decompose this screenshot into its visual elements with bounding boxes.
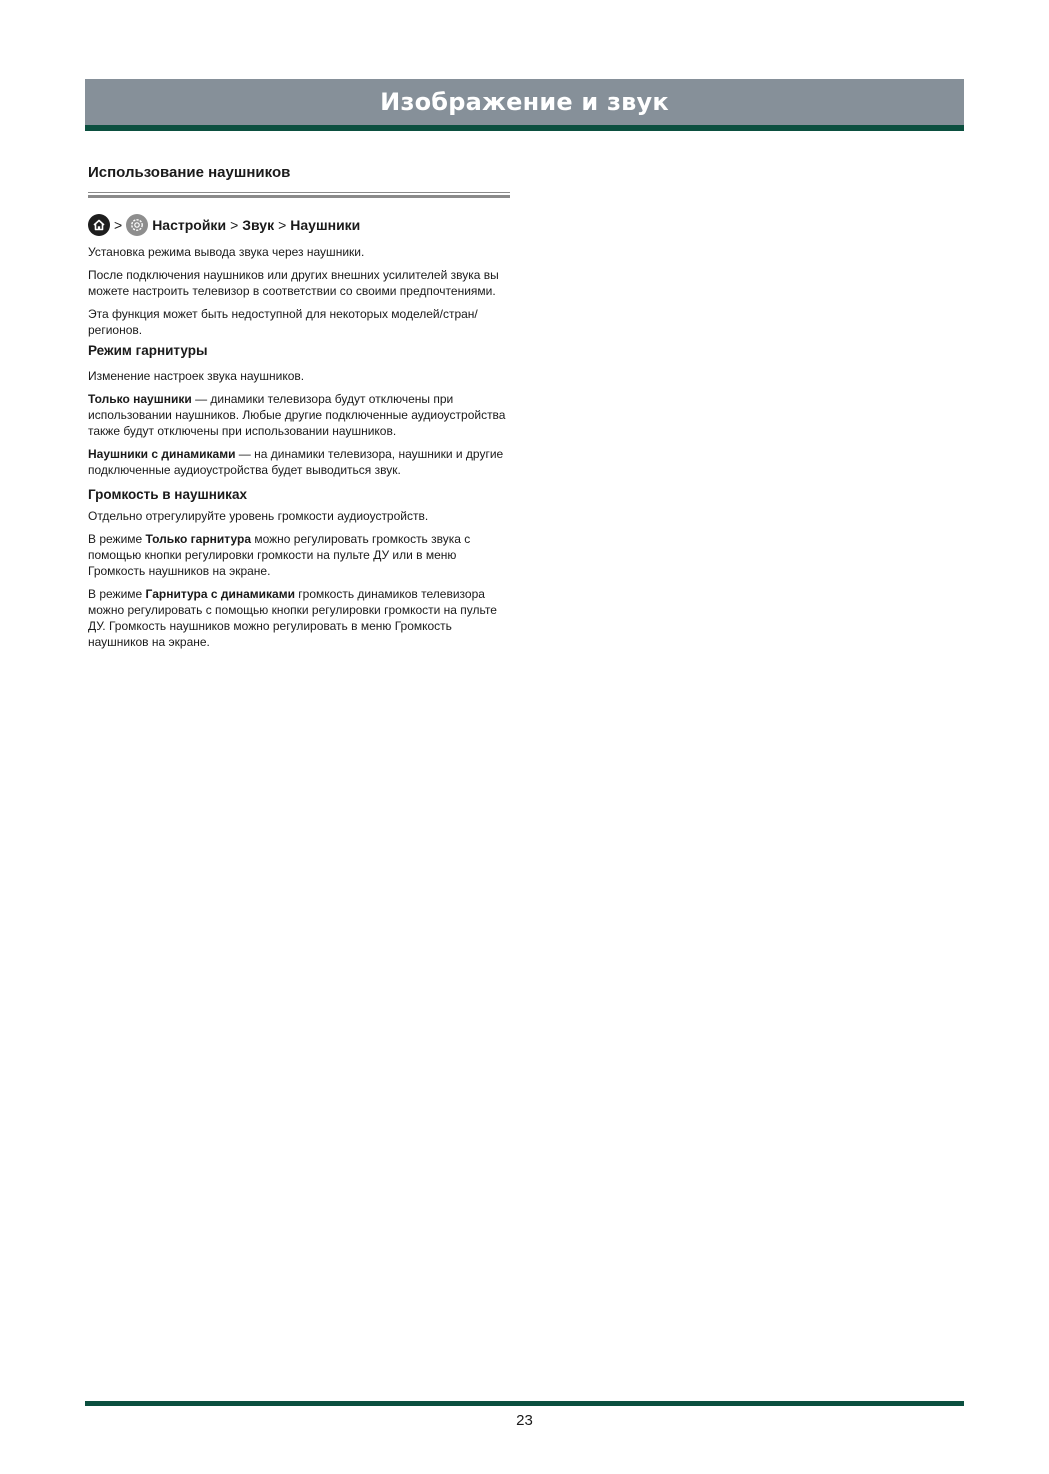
chapter-title: Изображение и звук bbox=[380, 88, 669, 116]
headphone-volume-title: Громкость в наушниках bbox=[88, 487, 247, 502]
footer-rule bbox=[85, 1401, 964, 1406]
breadcrumb bbox=[88, 214, 513, 236]
text-prefix: В режиме bbox=[88, 532, 146, 546]
headset-mode-paragraph-2 bbox=[88, 391, 513, 439]
breadcrumb-item-headphones: Наушники bbox=[290, 217, 361, 233]
gear-icon bbox=[126, 214, 148, 236]
breadcrumb-separator: > bbox=[230, 217, 239, 233]
headphone-volume-paragraph-1: Отдельно отрегулируйте уровень громкости аудиоустройств. bbox=[88, 509, 429, 523]
headset-mode-paragraph-3 bbox=[88, 446, 513, 478]
breadcrumb-separator: > bbox=[114, 217, 123, 233]
mode-headset-with-speakers: Гарнитура с динамиками bbox=[145, 587, 295, 601]
option-headphones-with-speakers-desc: — на динамики телевизора, наушники и другие подключенные аудиоустройства будет выводиться звук. bbox=[88, 447, 504, 477]
breadcrumb-separator: > bbox=[278, 217, 287, 233]
intro-paragraph-1: Установка режима вывода звука через наушники. bbox=[88, 245, 365, 259]
headphone-volume-paragraph-2 bbox=[88, 531, 513, 579]
headset-mode-title: Режим гарнитуры bbox=[88, 343, 208, 358]
option-headphones-with-speakers: Наушники с динамиками bbox=[88, 447, 236, 461]
headset-mode-paragraph-1: Изменение настроек звука наушников. bbox=[88, 369, 305, 383]
section-rule-thin bbox=[88, 192, 510, 193]
headphone-volume-paragraph-3 bbox=[88, 586, 513, 650]
option-headphones-only-desc: — динамики телевизора будут отключены при использовании наушников. Любые другие подключенные аудиоустройства также будут отключены при использовании наушников. bbox=[88, 392, 506, 438]
mode-headset-only-desc: можно регулировать громкость звука с помощью кнопки регулировки громкости на пульте ДУ или в меню Громкость наушников на экране. bbox=[88, 532, 471, 578]
section-title: Использование наушников bbox=[88, 164, 291, 181]
breadcrumb-item-sound: Звук bbox=[242, 217, 275, 233]
page-number: 23 bbox=[516, 1412, 533, 1429]
header-rule bbox=[85, 125, 964, 131]
option-headphones-only: Только наушники bbox=[88, 392, 192, 406]
text-prefix: В режиме bbox=[88, 587, 146, 601]
intro-paragraph-2: После подключения наушников или других внешних усилителей звука вы можете настроить телевизор в соответствии со своими предпочтениями. bbox=[88, 268, 499, 298]
intro-paragraph-3: Эта функция может быть недоступной для некоторых моделей/стран/регионов. bbox=[88, 307, 478, 337]
breadcrumb-item-settings: Настройки bbox=[152, 217, 227, 233]
mode-headset-only: Только гарнитура bbox=[145, 532, 251, 546]
chapter-header bbox=[85, 79, 964, 125]
main-content bbox=[88, 160, 513, 650]
section-rule-thick bbox=[88, 195, 510, 198]
mode-headset-with-speakers-desc: громкость динамиков телевизора можно регулировать с помощью кнопки регулировки громкости на пульте ДУ. Громкость наушников можно регулировать в меню Громкость наушников на экране. bbox=[88, 587, 497, 649]
home-icon bbox=[88, 214, 110, 236]
